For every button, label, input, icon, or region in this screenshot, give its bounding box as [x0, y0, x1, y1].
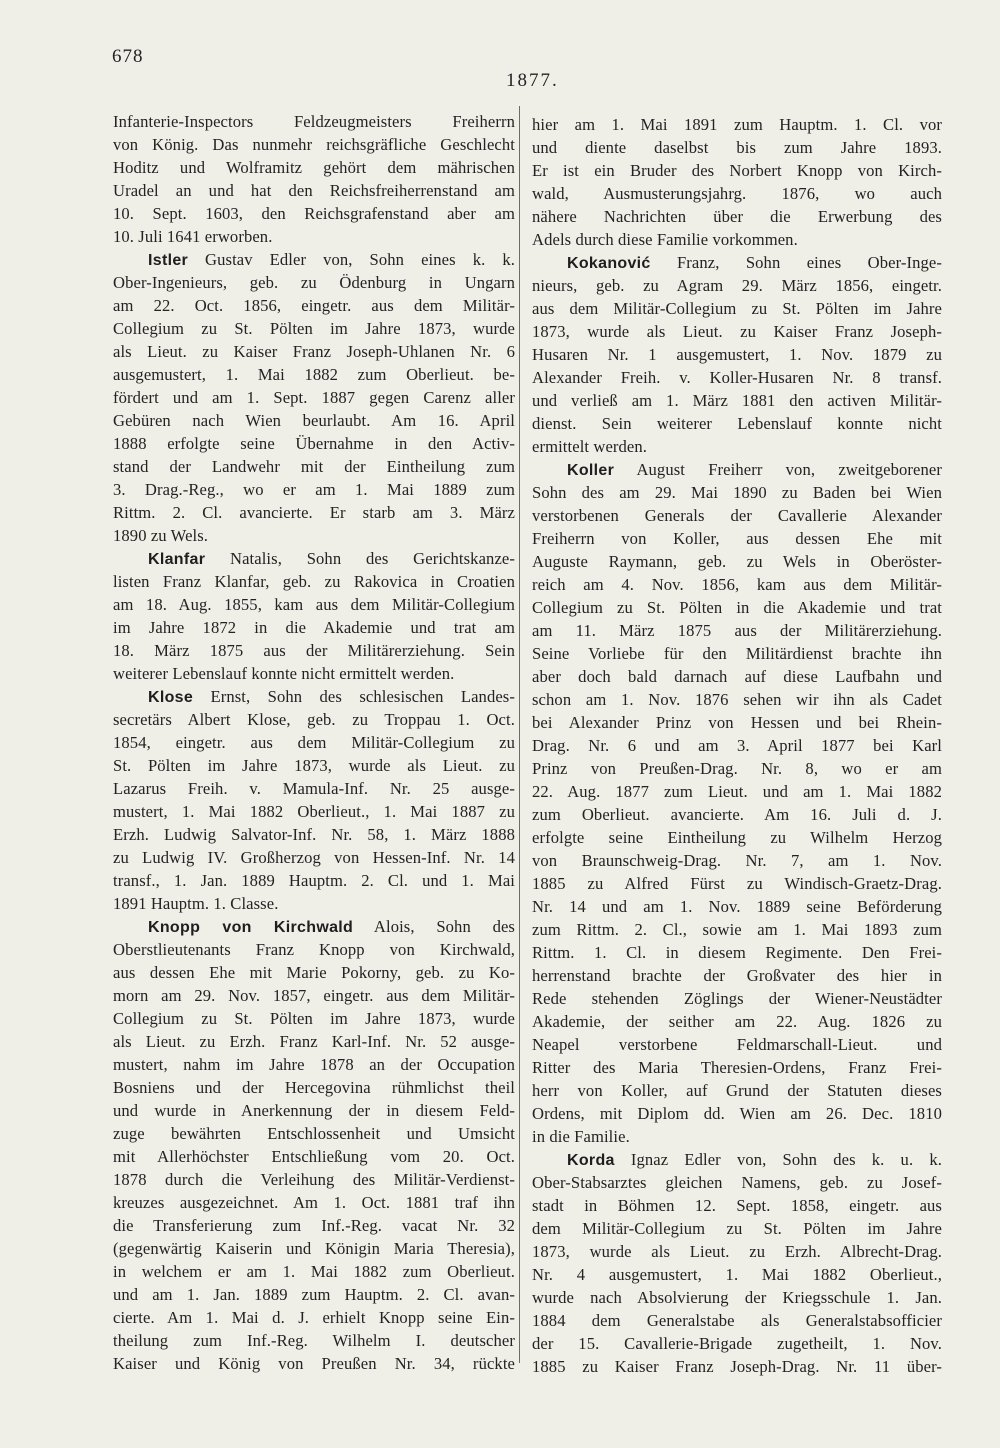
- line-text: 1885 zu Kaiser Franz Joseph-Drag. Nr. 11 über-: [532, 1357, 942, 1376]
- year-heading: 1877.: [506, 70, 559, 91]
- text-line: [113, 1122, 515, 1145]
- right-text-column: [532, 113, 942, 1378]
- line-text: Gebüren nach Wien beurlaubt. Am 16. April: [113, 411, 515, 430]
- text-line: [532, 1148, 942, 1171]
- text-line: [532, 366, 942, 389]
- line-text: dienst. Sein weiterer Lebenslauf konnte nicht: [532, 414, 942, 433]
- line-text: der 15. Cavallerie-Brigade zugetheilt, 1. Nov.: [532, 1334, 942, 1353]
- text-line: [532, 251, 942, 274]
- line-text: Natalis, Sohn des Gerichtskanze-: [205, 549, 515, 568]
- line-text: mit Allerhöchster Entschließung vom 20. Oct.: [113, 1147, 515, 1166]
- text-line: [532, 527, 942, 550]
- text-line: [113, 1145, 515, 1168]
- text-line: [113, 225, 515, 248]
- text-line: [532, 1240, 942, 1263]
- entry-name: Korda: [567, 1152, 615, 1169]
- entry-name: Kokanović: [567, 255, 651, 272]
- text-line: [113, 179, 515, 202]
- text-line: [113, 1329, 515, 1352]
- text-line: [113, 1168, 515, 1191]
- text-line: [113, 869, 515, 892]
- text-line: [113, 386, 515, 409]
- text-line: [532, 389, 942, 412]
- text-line: [532, 1332, 942, 1355]
- line-text: Nr. 14 und am 1. Nov. 1889 seine Beförderung: [532, 897, 942, 916]
- text-line: [113, 1283, 515, 1306]
- line-text: weiterer Lebenslauf konnte nicht ermittelt werden.: [113, 664, 455, 683]
- line-text: Ordens, mit Diplom dd. Wien am 26. Dec. 1810: [532, 1104, 942, 1123]
- text-line: [113, 1352, 515, 1375]
- line-text: Erzh. Ludwig Salvator-Inf. Nr. 58, 1. März 1888: [113, 825, 515, 844]
- line-text: nähere Nachrichten über die Erwerbung des: [532, 207, 942, 226]
- line-text: nieurs, geb. zu Agram 29. März 1856, eingetr.: [532, 276, 942, 295]
- line-text: Akademie, der seither am 22. Aug. 1826 zu: [532, 1012, 942, 1031]
- text-line: [532, 665, 942, 688]
- text-line: [113, 133, 515, 156]
- line-text: Neapel verstorbene Feldmarschall-Lieut. und: [532, 1035, 942, 1054]
- text-line: [532, 412, 942, 435]
- text-line: [532, 228, 942, 251]
- text-line: [113, 248, 515, 271]
- text-line: [113, 202, 515, 225]
- line-text: 1884 dem Generalstabe als Generalstabsofficier: [532, 1311, 942, 1330]
- line-text: transf., 1. Jan. 1889 Hauptm. 2. Cl. und 1. Mai: [113, 871, 515, 890]
- line-text: am 22. Oct. 1856, eingetr. aus dem Militär-: [113, 296, 515, 315]
- text-line: [113, 1099, 515, 1122]
- text-line: [532, 895, 942, 918]
- text-line: [532, 297, 942, 320]
- text-line: [532, 734, 942, 757]
- text-line: [532, 1286, 942, 1309]
- text-line: [113, 915, 515, 938]
- text-line: [113, 1214, 515, 1237]
- entry-name: Klose: [148, 689, 194, 706]
- line-text: 18. März 1875 aus der Militärerziehung. Sein: [113, 641, 515, 660]
- text-line: [532, 941, 942, 964]
- text-line: [113, 1007, 515, 1030]
- text-line: [113, 294, 515, 317]
- line-text: 1891 Hauptm. 1. Classe.: [113, 894, 279, 913]
- text-line: [532, 504, 942, 527]
- text-line: [113, 110, 515, 133]
- line-text: Uradel an und hat den Reichsfreiherrenstand am: [113, 181, 515, 200]
- text-line: [532, 136, 942, 159]
- line-text: herr von Koller, auf Grund der Statuten dieses: [532, 1081, 942, 1100]
- line-text: Seine Vorliebe für den Militärdienst brachte ihn: [532, 644, 942, 663]
- line-text: secretärs Albert Klose, geb. zu Troppau 1. Oct.: [113, 710, 515, 729]
- text-line: [532, 159, 942, 182]
- text-line: [532, 1194, 942, 1217]
- text-line: [532, 320, 942, 343]
- line-text: Collegium zu St. Pölten im Jahre 1873, wurde: [113, 319, 515, 338]
- line-text: Prinz von Preußen-Drag. Nr. 8, wo er am: [532, 759, 942, 778]
- text-line: [532, 1309, 942, 1332]
- text-line: [532, 1125, 942, 1148]
- text-line: [113, 570, 515, 593]
- text-line: [113, 961, 515, 984]
- line-text: Drag. Nr. 6 und am 3. April 1877 bei Karl: [532, 736, 942, 755]
- entry-name: Istler: [148, 252, 189, 269]
- text-line: [532, 274, 942, 297]
- line-text: am 11. März 1875 aus der Militärerziehung.: [532, 621, 942, 640]
- line-text: im Jahre 1872 in die Akademie und trat am: [113, 618, 515, 637]
- text-line: [113, 1076, 515, 1099]
- line-text: Auguste Raymann, geb. zu Wels in Oberöster-: [532, 552, 942, 571]
- line-text: erfolgte seine Eintheilung zu Wilhelm Herzog: [532, 828, 942, 847]
- line-text: und verließ am 1. März 1881 den activen Militär-: [532, 391, 942, 410]
- text-line: [532, 757, 942, 780]
- line-text: Alois, Sohn des: [353, 917, 515, 936]
- line-text: als Lieut. zu Kaiser Franz Joseph-Uhlanen Nr. 6: [113, 342, 515, 361]
- line-text: verstorbenen Generals der Cavallerie Alexander: [532, 506, 942, 525]
- line-text: Freiherrn von Koller, aus dessen Ehe mit: [532, 529, 942, 548]
- line-text: listen Franz Klanfar, geb. zu Rakovica in Croatien: [113, 572, 515, 591]
- line-text: hier am 1. Mai 1891 zum Hauptm. 1. Cl. vor: [532, 115, 942, 134]
- line-text: in die Familie.: [532, 1127, 630, 1146]
- line-text: schon am 1. Nov. 1876 sehen wir ihn als Cadet: [532, 690, 942, 709]
- line-text: (gegenwärtig Kaiserin und Königin Maria Theresia),: [113, 1239, 515, 1258]
- line-text: ermittelt werden.: [532, 437, 648, 456]
- text-line: [113, 1237, 515, 1260]
- text-line: [113, 1260, 515, 1283]
- line-text: wald, Ausmusterungsjahrg. 1876, wo auch: [532, 184, 942, 203]
- line-text: dem Militär-Collegium zu St. Pölten im Jahre: [532, 1219, 942, 1238]
- line-text: Ritter des Maria Theresien-Ordens, Franz Frei-: [532, 1058, 942, 1077]
- line-text: Rittm. 1. Cl. in diesem Regimente. Den Frei-: [532, 943, 942, 962]
- text-line: [532, 1079, 942, 1102]
- text-line: [532, 343, 942, 366]
- line-text: St. Pölten im Jahre 1873, wurde als Lieut. zu: [113, 756, 515, 775]
- text-line: [113, 547, 515, 570]
- line-text: am 18. Aug. 1855, kam aus dem Militär-Collegium: [113, 595, 515, 614]
- text-line: [113, 363, 515, 386]
- line-text: bei Alexander Prinz von Hessen und bei Rhein-: [532, 713, 942, 732]
- text-line: [532, 550, 942, 573]
- text-line: [532, 113, 942, 136]
- text-line: [532, 1263, 942, 1286]
- line-text: Gustav Edler von, Sohn eines k. k.: [188, 250, 515, 269]
- text-line: [113, 800, 515, 823]
- line-text: und diente daselbst bis zum Jahre 1893.: [532, 138, 942, 157]
- line-text: Infanterie-Inspectors Feldzeugmeisters Freiherrn: [113, 112, 515, 131]
- text-line: [113, 156, 515, 179]
- line-text: 3. Drag.-Reg., wo er am 1. Mai 1889 zum: [113, 480, 515, 499]
- line-text: 1888 erfolgte seine Übernahme in den Activ-: [113, 434, 515, 453]
- text-line: [532, 458, 942, 481]
- line-text: cierte. Am 1. Mai d. J. erhielt Knopp seine Ein-: [113, 1308, 515, 1327]
- text-line: [532, 596, 942, 619]
- entry-name: Klanfar: [148, 551, 206, 568]
- line-text: Alexander Freih. v. Koller-Husaren Nr. 8 transf.: [532, 368, 942, 387]
- line-text: wurde nach Absolvierung der Kriegsschule 1. Jan.: [532, 1288, 942, 1307]
- line-text: morn am 29. Nov. 1857, eingetr. aus dem Militär-: [113, 986, 515, 1005]
- line-text: aus dessen Ehe mit Marie Pokorny, geb. zu Ko-: [113, 963, 515, 982]
- text-line: [532, 481, 942, 504]
- line-text: und wurde in Anerkennung der in diesem Feld-: [113, 1101, 515, 1120]
- line-text: stadt in Böhmen 12. Sept. 1858, eingetr. aus: [532, 1196, 942, 1215]
- line-text: theilung zum Inf.-Reg. Wilhelm I. deutscher: [113, 1331, 515, 1350]
- text-line: [113, 432, 515, 455]
- text-line: [113, 455, 515, 478]
- line-text: Oberstlieutenants Franz Knopp von Kirchwald,: [113, 940, 515, 959]
- line-text: Collegium zu St. Pölten in die Akademie und trat: [532, 598, 942, 617]
- line-text: August Freiherr von, zweitgeborener: [614, 460, 942, 479]
- text-line: [532, 1217, 942, 1240]
- text-line: [113, 616, 515, 639]
- text-line: [532, 642, 942, 665]
- text-line: [532, 872, 942, 895]
- line-text: stand der Landwehr mit der Eintheilung zum: [113, 457, 515, 476]
- line-text: Hoditz und Wolframitz gehört dem mährischen: [113, 158, 515, 177]
- text-line: [532, 803, 942, 826]
- line-text: aber doch bald darnach auf diese Laufbahn und: [532, 667, 942, 686]
- line-text: zu Ludwig IV. Großherzog von Hessen-Inf. Nr. 14: [113, 848, 515, 867]
- text-line: [532, 918, 942, 941]
- line-text: und am 1. Jan. 1889 zum Hauptm. 2. Cl. avan-: [113, 1285, 515, 1304]
- text-line: [113, 662, 515, 685]
- text-line: [532, 1010, 942, 1033]
- column-divider: [519, 106, 520, 1363]
- text-line: [113, 938, 515, 961]
- line-text: Sohn des am 29. Mai 1890 zu Baden bei Wien: [532, 483, 942, 502]
- text-line: [532, 780, 942, 803]
- text-line: [113, 409, 515, 432]
- text-line: [113, 639, 515, 662]
- line-text: zuge bewährten Entschlossenheit und Umsicht: [113, 1124, 515, 1143]
- line-text: herrenstand brachte der Großvater des hier in: [532, 966, 942, 985]
- line-text: 22. Aug. 1877 zum Lieut. und am 1. Mai 1882: [532, 782, 942, 801]
- text-line: [113, 754, 515, 777]
- text-line: [113, 524, 515, 547]
- line-text: fördert und am 1. Sept. 1887 gegen Carenz aller: [113, 388, 515, 407]
- text-line: [532, 1033, 942, 1056]
- text-line: [113, 593, 515, 616]
- text-line: [113, 1306, 515, 1329]
- line-text: Ernst, Sohn des schlesischen Landes-: [193, 687, 515, 706]
- text-line: [113, 685, 515, 708]
- line-text: 10. Sept. 1603, den Reichsgrafenstand aber am: [113, 204, 515, 223]
- line-text: von König. Das nunmehr reichsgräfliche Geschlecht: [113, 135, 515, 154]
- line-text: Adels durch diese Familie vorkommen.: [532, 230, 798, 249]
- line-text: 1873, wurde als Lieut. zu Erzh. Albrecht-Drag.: [532, 1242, 942, 1261]
- line-text: Ignaz Edler von, Sohn des k. u. k.: [614, 1150, 942, 1169]
- line-text: 1890 zu Wels.: [113, 526, 209, 545]
- line-text: reich am 4. Nov. 1856, kam aus dem Militär-: [532, 575, 942, 594]
- line-text: Rede stehenden Zöglings der Wiener-Neustädter: [532, 989, 942, 1008]
- text-line: [532, 987, 942, 1010]
- line-text: Husaren Nr. 1 ausgemustert, 1. Nov. 1879 zu: [532, 345, 942, 364]
- text-line: [532, 205, 942, 228]
- text-line: [532, 1056, 942, 1079]
- text-line: [532, 1102, 942, 1125]
- line-text: 1885 zu Alfred Fürst zu Windisch-Graetz-Drag.: [532, 874, 942, 893]
- text-line: [532, 1171, 942, 1194]
- text-line: [532, 849, 942, 872]
- line-text: mustert, nahm im Jahre 1878 an der Occupation: [113, 1055, 515, 1074]
- text-line: [113, 708, 515, 731]
- text-line: [113, 892, 515, 915]
- entry-name: Knopp von Kirchwald: [148, 919, 354, 936]
- text-line: [532, 711, 942, 734]
- text-line: [532, 826, 942, 849]
- text-line: [113, 777, 515, 800]
- line-text: Collegium zu St. Pölten im Jahre 1873, wurde: [113, 1009, 515, 1028]
- entry-name: Koller: [567, 462, 615, 479]
- text-line: [113, 317, 515, 340]
- line-text: zum Rittm. 2. Cl., sowie am 1. Mai 1893 zum: [532, 920, 942, 939]
- line-text: kreuzes ausgezeichnet. Am 1. Oct. 1881 traf ihn: [113, 1193, 515, 1212]
- line-text: mustert, 1. Mai 1882 Oberlieut., 1. Mai 1887 zu: [113, 802, 515, 821]
- line-text: von Braunschweig-Drag. Nr. 7, am 1. Nov.: [532, 851, 942, 870]
- line-text: in welchem er am 1. Mai 1882 zum Oberlieut.: [113, 1262, 515, 1281]
- line-text: 1878 durch die Verleihung des Militär-Verdienst-: [113, 1170, 515, 1189]
- line-text: Lazarus Freih. v. Mamula-Inf. Nr. 25 ausge-: [113, 779, 515, 798]
- line-text: 1873, wurde als Lieut. zu Kaiser Franz Joseph-: [532, 322, 942, 341]
- text-line: [113, 1191, 515, 1214]
- line-text: Ober-Stabsarztes gleichen Namens, geb. zu Josef-: [532, 1173, 942, 1192]
- line-text: Ober-Ingenieurs, geb. zu Ödenburg in Ungarn: [113, 273, 515, 292]
- page-number: 678: [112, 46, 144, 67]
- text-line: [532, 182, 942, 205]
- line-text: Kaiser und König von Preußen Nr. 34, rückte: [113, 1354, 515, 1373]
- text-line: [113, 1030, 515, 1053]
- line-text: Rittm. 2. Cl. avancierte. Er starb am 3. März: [113, 503, 515, 522]
- text-line: [113, 731, 515, 754]
- text-line: [532, 1355, 942, 1378]
- text-line: [532, 619, 942, 642]
- line-text: Bosniens und der Hercegovina rühmlichst theil: [113, 1078, 515, 1097]
- line-text: zum Oberlieut. avancierte. Am 16. Juli d. J.: [532, 805, 942, 824]
- text-line: [113, 340, 515, 363]
- text-line: [113, 984, 515, 1007]
- text-line: [113, 271, 515, 294]
- line-text: Nr. 4 ausgemustert, 1. Mai 1882 Oberlieut.,: [532, 1265, 942, 1284]
- text-line: [113, 846, 515, 869]
- line-text: als Lieut. zu Erzh. Franz Karl-Inf. Nr. 52 ausge-: [113, 1032, 515, 1051]
- text-line: [532, 573, 942, 596]
- text-line: [532, 688, 942, 711]
- text-line: [113, 823, 515, 846]
- line-text: 10. Juli 1641 erworben.: [113, 227, 273, 246]
- text-line: [532, 964, 942, 987]
- text-line: [113, 478, 515, 501]
- line-text: Er ist ein Bruder des Norbert Knopp von Kirch-: [532, 161, 942, 180]
- left-text-column: [113, 110, 515, 1375]
- line-text: Franz, Sohn eines Ober-Inge-: [650, 253, 942, 272]
- text-line: [532, 435, 942, 458]
- line-text: 1854, eingetr. aus dem Militär-Collegium zu: [113, 733, 515, 752]
- text-line: [113, 1053, 515, 1076]
- line-text: ausgemustert, 1. Mai 1882 zum Oberlieut. be-: [113, 365, 515, 384]
- text-line: [113, 501, 515, 524]
- line-text: aus dem Militär-Collegium zu St. Pölten im Jahre: [532, 299, 942, 318]
- line-text: die Transferierung zum Inf.-Reg. vacat Nr. 32: [113, 1216, 515, 1235]
